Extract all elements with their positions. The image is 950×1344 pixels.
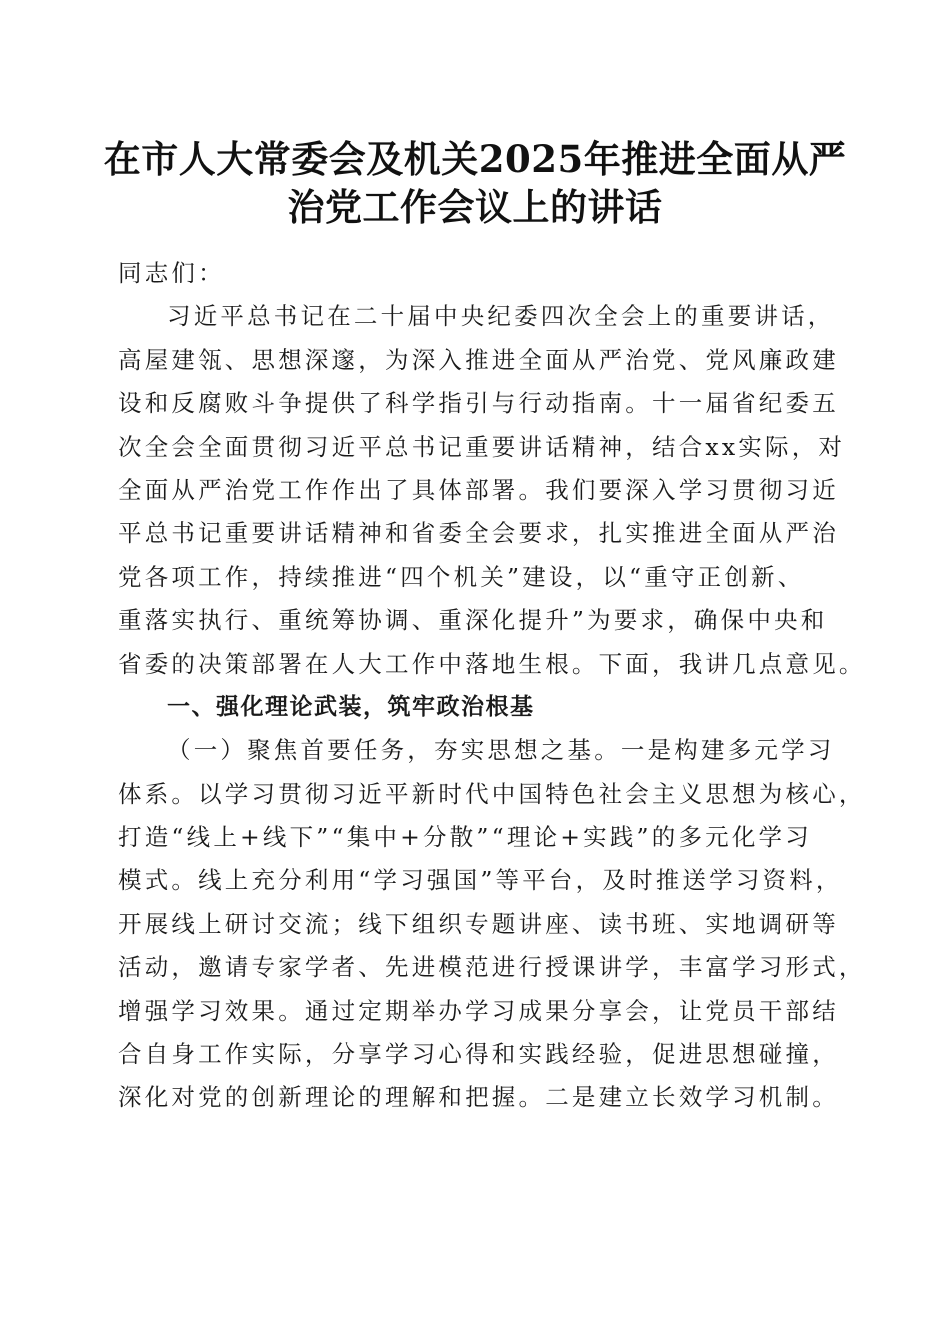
paragraph-line: 平总书记重要讲话精神和省委全会要求，扎实推进全面从严治 <box>118 519 839 548</box>
document-title <box>100 135 850 231</box>
paragraph-line: （一）聚焦首要任务，夯实思想之基。一是构建多元学习 <box>167 736 835 765</box>
paragraph-line: 全面从严治党工作作出了具体部署。我们要深入学习贯彻习近 <box>118 475 839 504</box>
paragraph-line: 深化对党的创新理论的理解和把握。二是建立长效学习机制。 <box>118 1083 839 1112</box>
paragraph-line: 体系。以学习贯彻习近平新时代中国特色社会主义思想为核心， <box>118 779 866 808</box>
paragraph-line: 活动，邀请专家学者、先进模范进行授课讲学，丰富学习形式， <box>118 953 866 982</box>
paragraph-line: 高屋建瓴、思想深邃，为深入推进全面从严治党、党风廉政建 <box>118 345 839 374</box>
paragraph-line: 次全会全面贯彻习近平总书记重要讲话精神，结合xx实际，对 <box>118 432 846 461</box>
paragraph-line: 合自身工作实际，分享学习心得和实践经验，促进思想碰撞， <box>118 1040 839 1069</box>
salutation: 同志们： <box>118 259 225 287</box>
paragraph-line: 增强学习效果。通过定期举办学习成果分享会，让党员干部结 <box>118 996 839 1025</box>
paragraph-line: 省委的决策部署在人大工作中落地生根。下面，我讲几点意见。 <box>118 649 866 678</box>
paragraph-line: 习近平总书记在二十届中央纪委四次全会上的重要讲话， <box>167 302 835 331</box>
document-body <box>118 252 866 1120</box>
paragraph-line: 设和反腐败斗争提供了科学指引与行动指南。十一届省纪委五 <box>118 389 839 418</box>
paragraph-line: 开展线上研讨交流；线下组织专题讲座、读书班、实地调研等 <box>118 909 839 938</box>
title-line: 治党工作会议上的讲话 <box>287 185 663 229</box>
paragraph-line: 打造“线上+线下”“集中+分散”“理论+实践”的多元化学习 <box>118 823 812 852</box>
paragraph-line: 模式。线上充分利用“学习强国”等平台，及时推送学习资料， <box>118 866 843 895</box>
paragraph-line: 党各项工作，持续推进“四个机关”建设，以“重守正创新、 <box>118 562 805 591</box>
title-line: 在市人大常委会及机关2025年推进全面从严 <box>103 137 847 181</box>
paragraph-line: 重落实执行、重统筹协调、重深化提升”为要求，确保中央和 <box>118 606 828 635</box>
section-heading: 一、强化理论武装，筑牢政治根基 <box>167 693 535 720</box>
